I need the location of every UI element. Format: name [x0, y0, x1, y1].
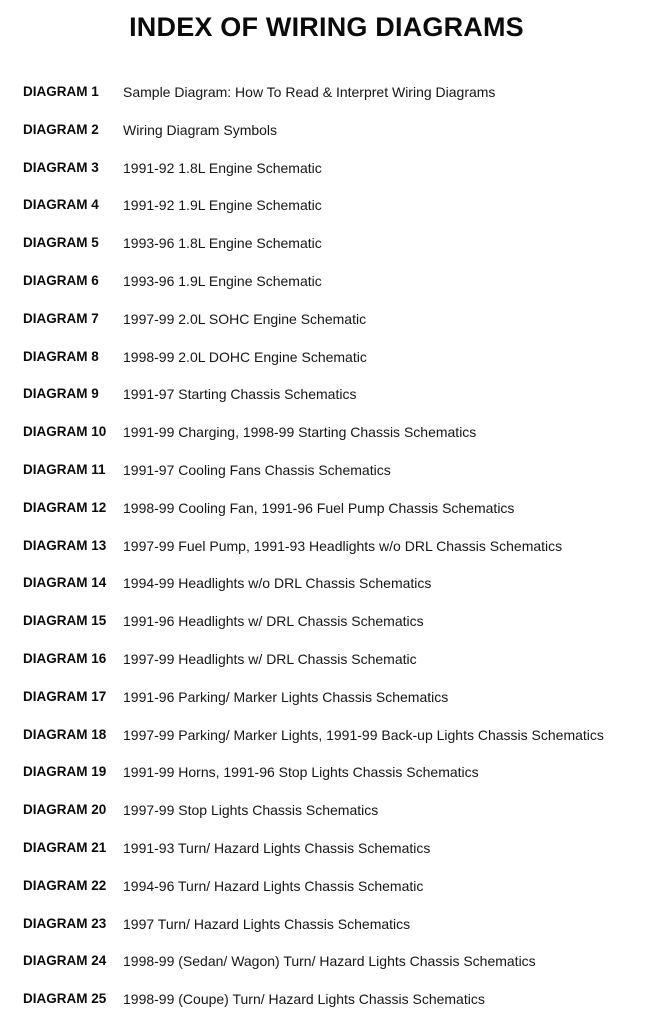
diagram-label: DIAGRAM 3 [23, 159, 99, 175]
index-entry [0, 571, 653, 595]
diagram-label: DIAGRAM 23 [23, 915, 107, 931]
diagram-description: 1991-99 Horns, 1991-96 Stop Lights Chassis Schematics [123, 764, 479, 781]
diagram-description: Wiring Diagram Symbols [123, 121, 278, 138]
diagram-description: 1991-96 Headlights w/ DRL Chassis Schematics [123, 613, 424, 630]
diagram-description: 1997 Turn/ Hazard Lights Chassis Schematics [123, 915, 411, 932]
index-entry [0, 647, 653, 671]
diagram-label: DIAGRAM 15 [23, 613, 107, 629]
diagram-description: 1991-93 Turn/ Hazard Lights Chassis Schematics [123, 840, 431, 856]
diagram-label: DIAGRAM 7 [23, 310, 99, 326]
diagram-label: DIAGRAM 20 [23, 802, 107, 818]
diagram-description: 1997-99 Fuel Pump, 1991-93 Headlights w/o DRL Chassis Schematics [123, 537, 563, 554]
diagram-description: 1991-92 1.9L Engine Schematic [123, 197, 322, 214]
index-entry [0, 609, 653, 633]
index-entry [0, 231, 653, 255]
diagram-label: DIAGRAM 12 [23, 499, 107, 515]
index-entry [0, 798, 653, 822]
diagram-label: DIAGRAM 22 [23, 877, 107, 893]
index-entry [0, 345, 653, 369]
index-entry [0, 534, 653, 558]
index-entry [0, 269, 653, 293]
diagram-label: DIAGRAM 1 [23, 84, 99, 99]
index-entry [0, 307, 653, 331]
diagram-description: 1991-92 1.8L Engine Schematic [123, 159, 322, 176]
diagram-description: 1997-99 2.0L SOHC Engine Schematic [123, 310, 367, 327]
diagram-description: 1993-96 1.9L Engine Schematic [123, 273, 322, 289]
diagram-description: 1998-99 (Sedan/ Wagon) Turn/ Hazard Lights Chassis Schematics [123, 953, 536, 970]
index-entry [0, 420, 653, 444]
diagram-label: DIAGRAM 10 [23, 424, 107, 440]
diagram-label: DIAGRAM 13 [23, 537, 107, 553]
diagram-label: DIAGRAM 18 [23, 726, 107, 742]
diagram-description: 1991-97 Starting Chassis Schematics [123, 386, 357, 403]
diagram-label: DIAGRAM 24 [23, 953, 107, 969]
index-entry [0, 156, 653, 180]
index-entry [0, 80, 653, 104]
diagram-label: DIAGRAM 14 [23, 575, 107, 591]
diagram-description: 1997-99 Headlights w/ DRL Chassis Schematic [123, 651, 417, 667]
diagram-description: 1998-99 (Coupe) Turn/ Hazard Lights Chassis Schematics [123, 991, 485, 1008]
index-entry [0, 723, 653, 747]
diagram-label: DIAGRAM 11 [23, 462, 106, 477]
index-entry [0, 949, 653, 973]
diagram-label: DIAGRAM 21 [23, 840, 107, 855]
diagram-description: 1997-99 Parking/ Marker Lights, 1991-99 Back-up Lights Chassis Schematics [123, 726, 604, 743]
index-entry [0, 458, 653, 482]
diagram-label: DIAGRAM 25 [23, 991, 107, 1007]
diagram-label: DIAGRAM 17 [23, 688, 107, 704]
index-entry [0, 193, 653, 217]
diagram-description: Sample Diagram: How To Read & Interpret Wiring Diagrams [123, 84, 496, 100]
index-entry [0, 496, 653, 520]
diagram-description: 1998-99 Cooling Fan, 1991-96 Fuel Pump Chassis Schematics [123, 499, 515, 516]
diagram-description: 1994-96 Turn/ Hazard Lights Chassis Schematic [123, 877, 424, 894]
index-entry [0, 987, 653, 1011]
diagram-label: DIAGRAM 2 [23, 121, 99, 137]
diagram-description: 1991-99 Charging, 1998-99 Starting Chassis Schematics [123, 424, 477, 441]
diagram-description: 1998-99 2.0L DOHC Engine Schematic [123, 348, 367, 365]
diagram-label: DIAGRAM 4 [23, 197, 99, 213]
diagram-label: DIAGRAM 9 [23, 386, 99, 402]
diagram-description: 1991-96 Parking/ Marker Lights Chassis Schematics [123, 688, 449, 705]
index-entry [0, 760, 653, 784]
diagram-label: DIAGRAM 6 [23, 273, 99, 288]
index-entry [0, 118, 653, 142]
diagram-description: 1997-99 Stop Lights Chassis Schematics [123, 802, 379, 819]
diagram-label: DIAGRAM 8 [23, 348, 99, 364]
diagram-description: 1994-99 Headlights w/o DRL Chassis Schematics [123, 575, 432, 592]
index-entry [0, 836, 653, 860]
index-entry [0, 382, 653, 406]
index-entry [0, 685, 653, 709]
diagram-label: DIAGRAM 16 [23, 651, 107, 666]
index-entry [0, 874, 653, 898]
diagram-description: 1993-96 1.8L Engine Schematic [123, 235, 322, 252]
index-entry [0, 912, 653, 936]
page-title: INDEX OF WIRING DIAGRAMS [129, 12, 524, 42]
diagram-label: DIAGRAM 19 [23, 764, 107, 780]
diagram-label: DIAGRAM 5 [23, 235, 99, 251]
diagram-description: 1991-97 Cooling Fans Chassis Schematics [123, 462, 391, 478]
